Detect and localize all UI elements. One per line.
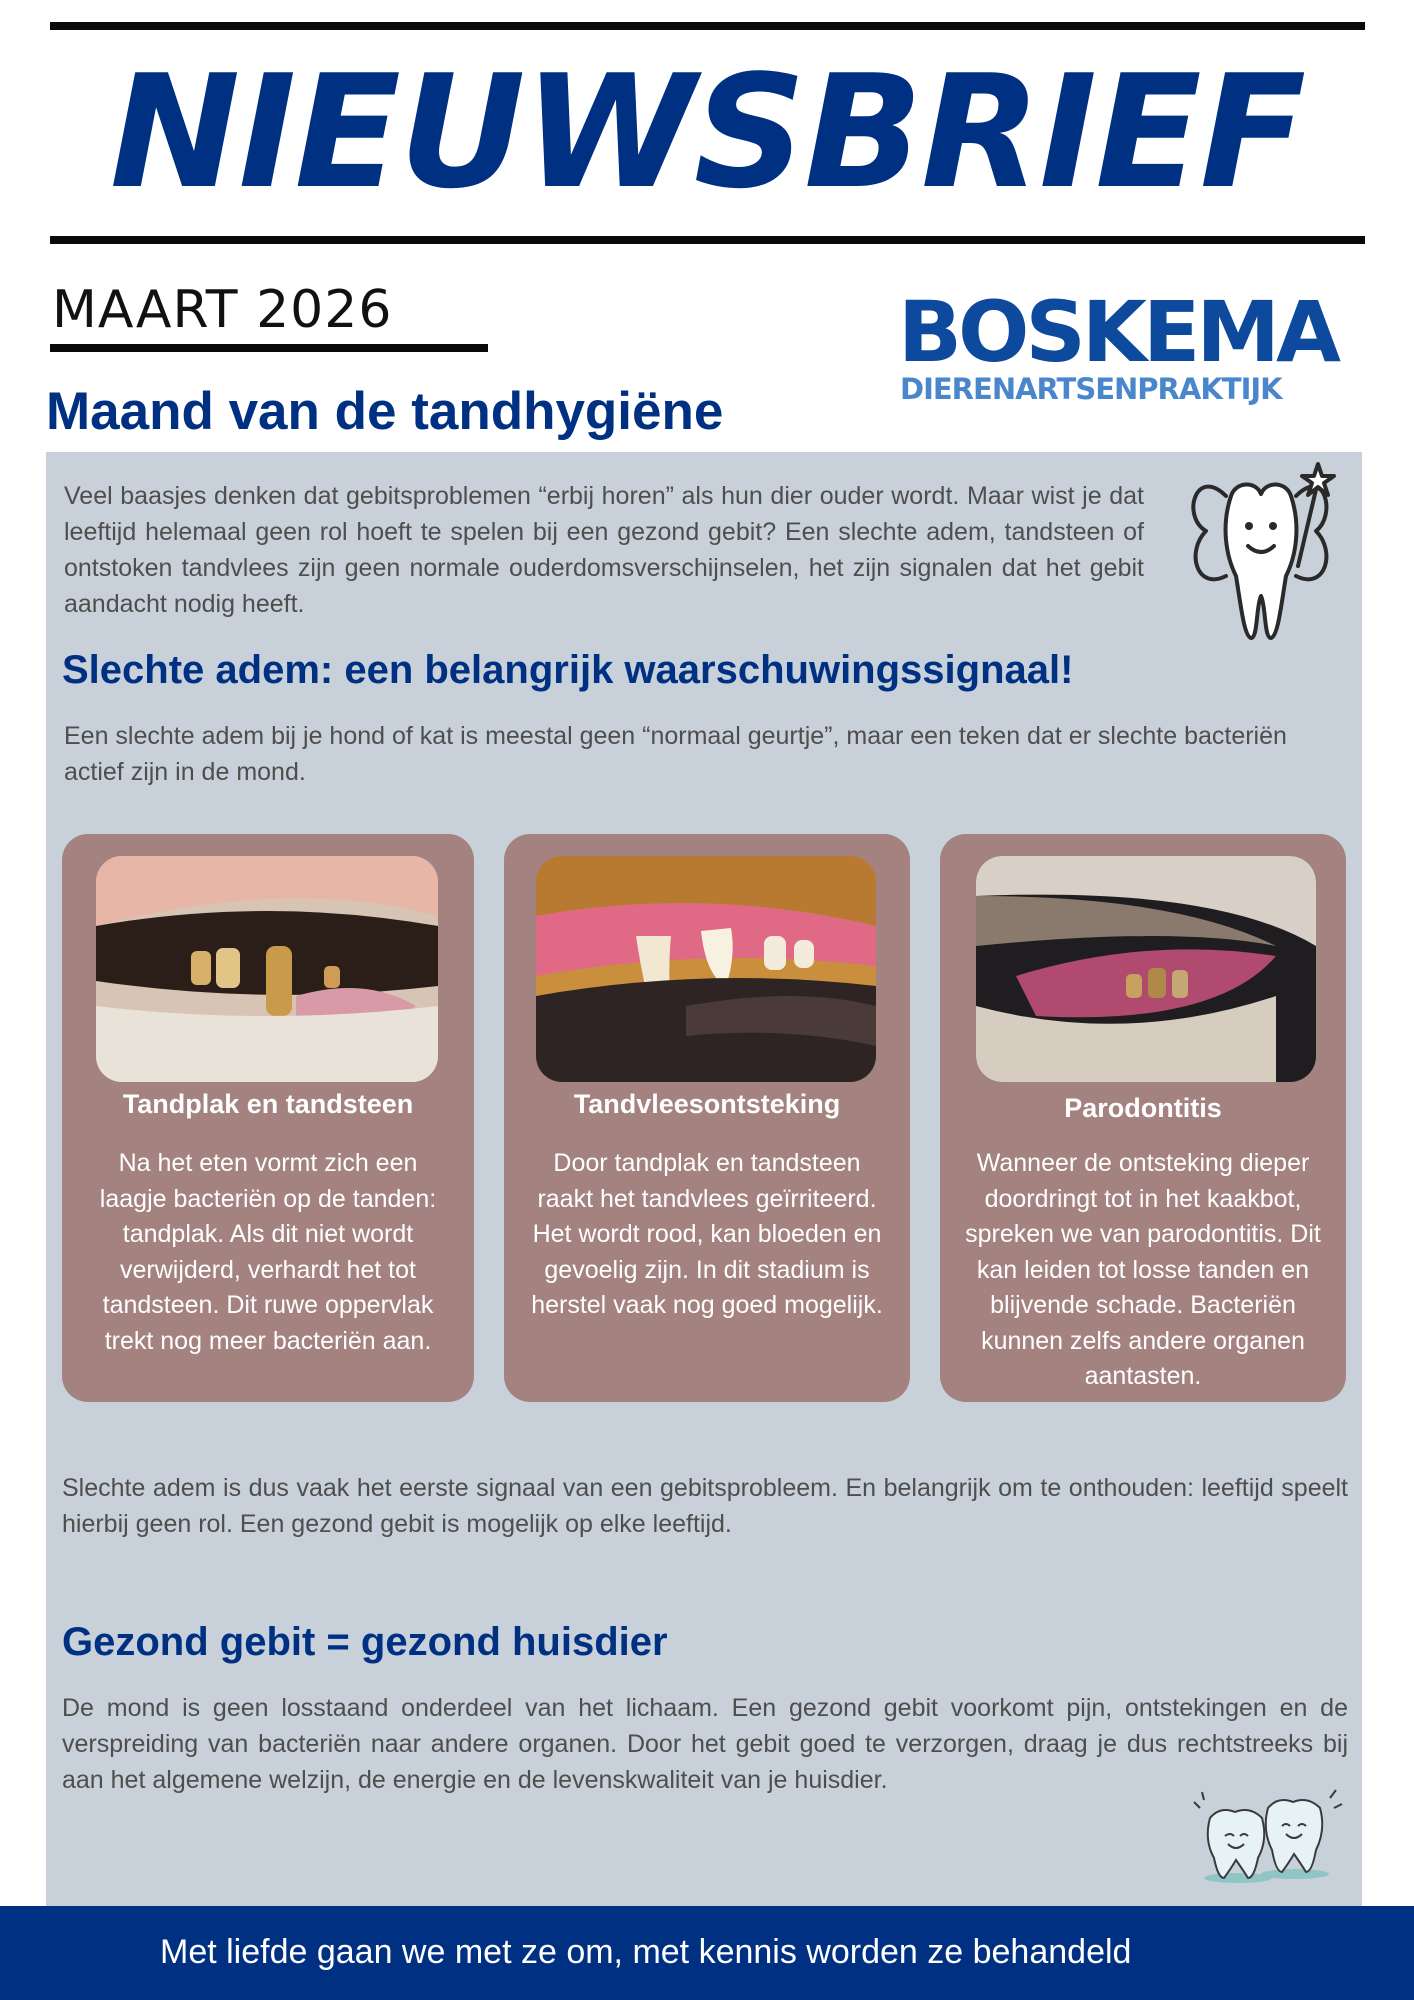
card-title-plaque: Tandplak en tandsteen	[122, 1089, 414, 1119]
card-title-gingivitis: Tandvleesontsteking	[573, 1089, 841, 1119]
card-text-plaque: Na het eten vormt zich een laagje bacteriën op de tanden: tandplak. Als dit niet wordt verwijderd, verhardt het tot tandsteen. Dit ruwe oppervlak trekt nog meer bacteriën aan.	[99, 1149, 437, 1355]
photo-dog-tartar	[96, 856, 438, 1082]
section-heading-bad-breath: Slechte adem: een belangrijk waarschuwingssignaal!	[62, 648, 1074, 692]
logo-wordmark: BOSKEMA	[898, 283, 1338, 381]
masthead-bottom-rule	[50, 236, 1365, 244]
card-title-periodontitis: Parodontitis	[1064, 1093, 1222, 1123]
top-rule	[50, 22, 1365, 30]
clinic-logo	[898, 283, 1338, 414]
happy-teeth-icon	[1180, 1778, 1350, 1888]
info-card-plaque	[62, 834, 474, 1402]
section-text-bad-breath: Een slechte adem bij je hond of kat is meestal geen “normaal geurtje”, maar een teken dat er slechte bacteriën actief zijn in de mond.	[64, 722, 1287, 786]
summary-paragraph: Slechte adem is dus vaak het eerste signaal van een gebitsprobleem. En belangrijk om te onthouden: leeftijd speelt hierbij geen rol. Een gezond gebit is mogelijk op elke leeftijd.	[62, 1474, 1348, 1538]
card-text-periodontitis: Wanneer de ontsteking dieper doordringt tot in het kaakbot, spreken we van parodontitis. Dit kan leiden tot losse tanden en blijvende schade. Bacteriën kunnen zelfs andere organen aantasten.	[965, 1149, 1321, 1390]
photo-dog-periodontitis	[976, 856, 1316, 1082]
section-text-healthy-teeth: De mond is geen losstaand onderdeel van het lichaam. Een gezond gebit voorkomt pijn, ontstekingen en de verspreiding van bacteriën naar andere organen. Door het gebit goed te verzorgen, draag je dus rechtstreeks bij aan het algemene welzijn, de energie en de levenskwaliteit van je huisdier.	[62, 1694, 1348, 1794]
logo-subtitle: DIERENARTSENPRAKTIJK	[900, 372, 1282, 406]
footer-slogan: Met liefde gaan we met ze om, met kennis worden ze behandeld	[160, 1933, 1132, 1971]
card-text-gingivitis: Door tandplak en tandsteen raakt het tandvlees geïrriteerd. Het wordt rood, kan bloeden en gevoelig zijn. In dit stadium is herstel vaak nog goed mogelijk.	[531, 1149, 883, 1319]
info-card-periodontitis	[940, 834, 1346, 1402]
info-card-gingivitis	[504, 834, 910, 1402]
photo-dog-gingivitis	[536, 856, 876, 1082]
footer-banner	[0, 1906, 1414, 2000]
section-heading-healthy-teeth: Gezond gebit = gezond huisdier	[62, 1620, 668, 1664]
intro-paragraph: Veel baasjes denken dat gebitsproblemen “erbij horen” als hun dier ouder wordt. Maar wist je dat leeftijd helemaal geen rol hoeft te spelen bij een gezond gebit? Een slechte adem, tandsteen of ontstoken tandvlees zijn geen normale ouderdomsverschijnselen, het zijn signalen dat het gebit aandacht nodig heeft.	[64, 482, 1144, 618]
masthead-title: NIEUWSBRIEF	[109, 41, 1305, 223]
date-underline	[50, 344, 488, 352]
page-title: Maand van de tandhygiëne	[46, 382, 724, 441]
issue-date: MAART 2026	[52, 280, 393, 340]
tooth-fairy-icon	[1186, 456, 1336, 646]
